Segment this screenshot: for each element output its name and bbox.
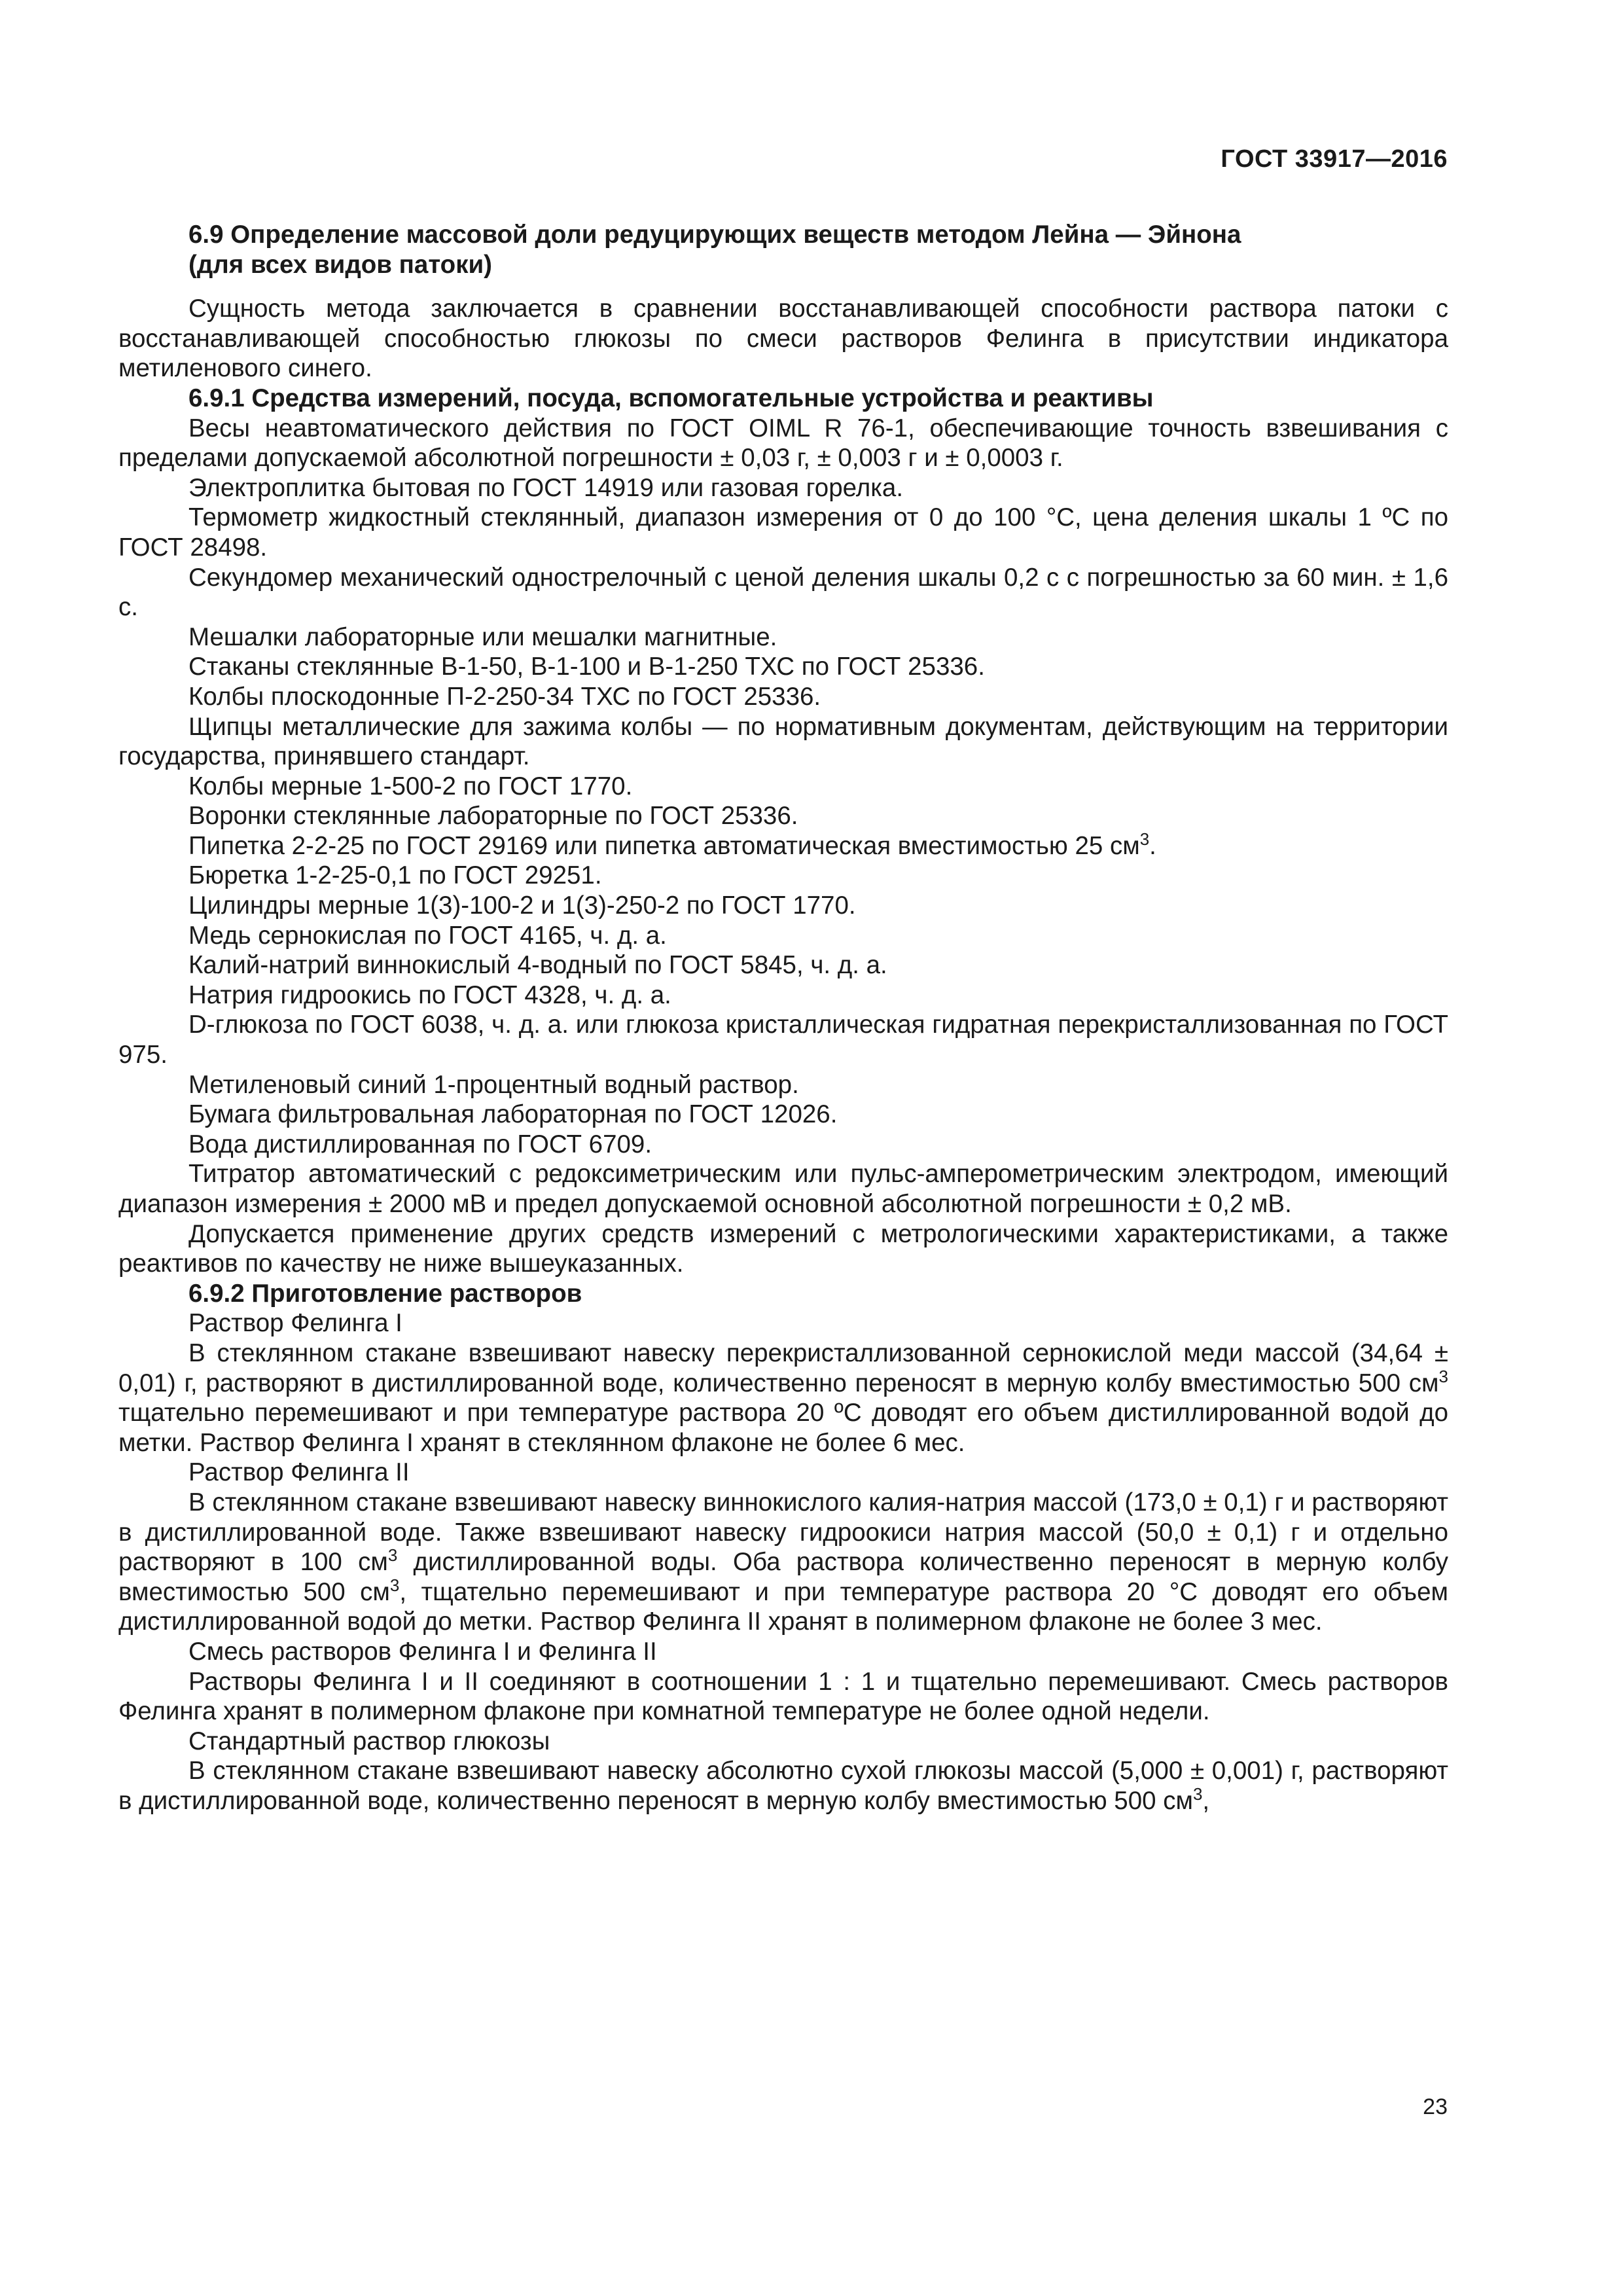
paragraph-tongs: Щипцы металлические для зажима колбы — по нормативным документам, действующим на территории государства, принявшего стандарт. [118, 712, 1448, 771]
paragraph-scales: Весы неавтоматического действия по ГОСТ OIML R 76-1, обеспечивающие точность взвешивания с пределами допускаемой абсолютной погрешности ± 0,03 г, ± 0,003 г и ± 0,0003 г. [118, 414, 1448, 473]
paragraph-fehling-2-title: Раствор Фелинга II [188, 1458, 410, 1487]
paragraph-methylene-blue: Метиленовый синий 1-процентный водный раствор. [188, 1070, 799, 1099]
section-title-line-2: (для всех видов патоки) [188, 250, 492, 279]
paragraph-glucose: D-глюкоза по ГОСТ 6038, ч. д. а. или глюкоза кристаллическая гидратная перекристаллизованная по ГОСТ 975. [118, 1011, 1448, 1069]
paragraph-method-essence: Сущность метода заключается в сравнении восстанавливающей способности раствора патоки с восстанавливающей способностью глюкозы по смеси растворов Фелинга в присутствии индикатора метиленового синего. [118, 295, 1448, 383]
paragraph-volumetric-flasks: Колбы мерные 1-500-2 по ГОСТ 1770. [188, 772, 633, 800]
section-title-line-1: 6.9 Определение массовой доли редуцирующих веществ методом Лейна — Эйнона [188, 221, 1241, 249]
pipette-text-end: . [1149, 831, 1156, 860]
paragraph-potassium-sodium-tartrate: Калий-натрий виннокислый 4-водный по ГОСТ 5845, ч. д. а. [188, 951, 887, 980]
paragraph-stopwatch: Секундомер механический однострелочный с ценой деления шкалы 0,2 с с погрешностью за 60 мин. ± 1,6 с. [118, 563, 1448, 622]
paragraph-funnels: Воронки стеклянные лабораторные по ГОСТ 25336. [188, 802, 798, 831]
paragraph-fehling-1-procedure: В стеклянном стакане взвешивают навеску перекристаллизованной сернокислой меди массой (34,64 ± 0,01) г, растворяют в дистиллированной воде, количественно переносят в мерную колбу вместимостью 500 $см^3$ тщательно перемешивают и при температуре раствора 20 ºС доводят его объем дистиллированной водой до метки. Раствор Фелинга I хранят в стеклянном флаконе не более 6 мес. [118, 1338, 1448, 1457]
superscript-3: 3 [387, 1545, 398, 1566]
paragraph-beakers: Стаканы стеклянные В-1-50, В-1-100 и В-1-250 ТХС по ГОСТ 25336. [188, 653, 985, 681]
superscript-3: 3 [389, 1575, 400, 1595]
paragraph-sodium-hydroxide: Натрия гидроокись по ГОСТ 4328, ч. д. а. [188, 980, 671, 1009]
paragraph-stirrers: Мешалки лабораторные или мешалки магнитные. [188, 622, 777, 651]
page-number: 23 [1423, 2094, 1448, 2119]
paragraph-burette: Бюретка 1-2-25-0,1 по ГОСТ 29251. [188, 861, 602, 890]
paragraph-fehling-mix-procedure: Растворы Фелинга I и II соединяют в соотношении 1 : 1 и тщательно перемешивают. Смесь растворов Фелинга хранят в полимерном флаконе при комнатной температуре не более одной недели. [118, 1667, 1448, 1726]
paragraph-filter-paper: Бумага фильтровальная лабораторная по ГОСТ 12026. [188, 1100, 838, 1129]
paragraph-fehling-2-procedure: В стеклянном стакане взвешивают навеску виннокислого калия-натрия массой (173,0 ± 0,1) г и растворяют в дистиллированной воде. Также взвешивают навеску гидроокиси натрия массой (50,0 ± 0,1) г и отдельно растворяют в 100 $см^3$ дистиллированной воды. Оба раствора количественно переносят в мерную колбу вместимостью 500 $см^3$, тщательно перемешивают и при температуре раствора 20 °С доводят его объем дистиллированной водой до метки. Раствор Фелинга II хранят в полимерном флаконе не более 3 мес. [118, 1488, 1448, 1636]
paragraph-cylinders: Цилиндры мерные 1(3)-100-2 и 1(3)-250-2 по ГОСТ 1770. [188, 891, 856, 920]
superscript-3: 3 [1139, 829, 1150, 849]
paragraph-hotplate: Электроплитка бытовая по ГОСТ 14919 или газовая горелка. [188, 473, 904, 502]
paragraph-alternatives: Допускается применение других средств измерений с метрологическими характеристиками, а также реактивов по качеству не ниже вышеуказанных. [118, 1219, 1448, 1278]
superscript-3: 3 [1192, 1784, 1203, 1804]
paragraph-thermometer: Термометр жидкостный стеклянный, диапазон измерения от 0 до 100 °С, цена деления шкалы 1 ºС по ГОСТ 28498. [118, 503, 1448, 562]
paragraph-glucose-standard-title: Стандартный раствор глюкозы [188, 1727, 550, 1755]
paragraph-glucose-standard-procedure: В стеклянном стакане взвешивают навеску абсолютно сухой глюкозы массой (5,000 ± 0,001) г, растворяют в дистиллированной воде, количественно переносят в мерную колбу вместимостью 500 $см^3$, [118, 1757, 1448, 1815]
superscript-3: 3 [1438, 1366, 1448, 1386]
paragraph-distilled-water: Вода дистиллированная по ГОСТ 6709. [188, 1130, 652, 1158]
paragraph-copper-sulfate: Медь сернокислая по ГОСТ 4165, ч. д. а. [188, 921, 667, 950]
pipette-text: Пипетка 2-2-25 по ГОСТ 29169 или пипетка автоматическая вместимостью 25 см [188, 831, 1140, 860]
subsection-heading-6-9-2: 6.9.2 Приготовление растворов [188, 1279, 582, 1308]
paragraph-titrator: Титратор автоматический с редоксиметрическим или пульс-амперометрическим электродом, имеющий диапазон измерения ± 2000 мВ и предел допускаемой основной абсолютной погрешности ± 0,2 мВ. [118, 1160, 1448, 1218]
standard-number-header: ГОСТ 33917—2016 [1221, 145, 1448, 173]
paragraph-fehling-1-title: Раствор Фелинга I [188, 1309, 402, 1338]
subsection-heading-6-9-1: 6.9.1 Средства измерений, посуда, вспомогательные устройства и реактивы [188, 384, 1154, 412]
document-body [118, 220, 1448, 1816]
paragraph-pipette [118, 831, 1448, 861]
paragraph-flat-flasks: Колбы плоскодонные П-2-250-34 ТХС по ГОСТ 25336. [188, 682, 821, 711]
paragraph-fehling-mix-title: Смесь растворов Фелинга I и Фелинга II [188, 1637, 657, 1666]
section-title [118, 220, 1448, 279]
